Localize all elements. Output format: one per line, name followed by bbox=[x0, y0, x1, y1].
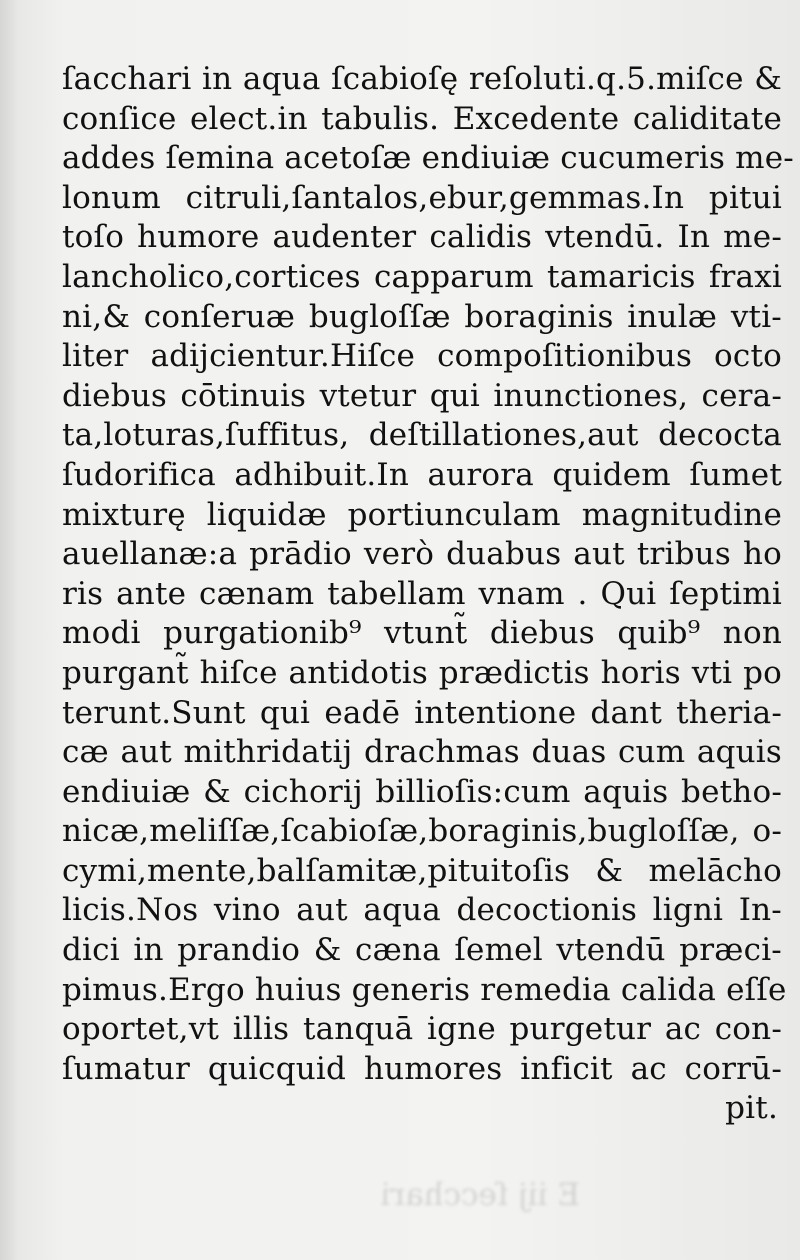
text-line-21: cymi,mente,balſamitæ,pituitoſis & melācho bbox=[62, 852, 782, 889]
text-block bbox=[62, 60, 794, 1129]
text-line-17: terunt.Sunt qui eadē intentione dant theria- bbox=[62, 694, 782, 731]
text-line-12: mixturę liquidæ portiunculam magnitudine bbox=[62, 496, 782, 533]
text-line-15: modi purgationib⁹ vtunt̃ diebus quib⁹ non bbox=[62, 615, 782, 652]
show-through-text: E iij ſecchari bbox=[380, 1177, 580, 1213]
text-line-13: auellanæ:a prādio verò duabus aut tribus ho bbox=[62, 536, 782, 573]
binding-shadow bbox=[0, 0, 18, 1260]
text-line-2: conſice elect.in tabulis. Excedente caliditate bbox=[62, 100, 782, 137]
text-line-24: pimus.Ergo huius generis remedia calida eſſe bbox=[62, 971, 787, 1008]
text-line-1: ſacchari in aqua ſcabioſę reſoluti.q.5.miſce & bbox=[62, 61, 782, 97]
text-line-26: ſumatur quicquid humores inficit ac corrū- bbox=[62, 1050, 782, 1087]
text-line-4: lonum citruli,ſantalos,ebur,gemmas.In pitui bbox=[62, 179, 782, 216]
text-line-19: endiuiæ & cichorij billioſis:cum aquis betho- bbox=[62, 773, 782, 810]
text-line-3: addes ſemina acetoſæ endiuiæ cucumeris me- bbox=[62, 140, 794, 177]
text-line-11: ſudorifica adhibuit.In aurora quidem ſumet bbox=[62, 456, 782, 493]
text-line-6: lancholico,cortices capparum tamaricis fraxi bbox=[62, 258, 782, 295]
text-line-20: nicæ,meliſſæ,ſcabioſæ,boraginis,bugloſſæ, o- bbox=[62, 813, 782, 850]
text-line-22: licis.Nos vino aut aqua decoctionis ligni In- bbox=[62, 892, 782, 929]
text-line-8: liter adijcientur.Hiſce compoſitionibus octo bbox=[62, 338, 782, 375]
text-line-9: diebus cōtinuis vtetur qui inunctiones, cera- bbox=[62, 377, 782, 414]
text-line-7: ni,& conſeruæ bugloſſæ boraginis inulæ vti- bbox=[62, 298, 782, 335]
text-line-18: cæ aut mithridatij drachmas duas cum aquis bbox=[62, 734, 782, 771]
text-line-5: toſo humore audenter calidis vtendū. In me- bbox=[62, 219, 782, 256]
text-line-10: ta,loturas,ſuffitus, deſtillationes,aut decocta bbox=[62, 417, 782, 454]
text-line-23: dici in prandio & cæna ſemel vtendū præci- bbox=[62, 932, 782, 969]
text-line-27: pit. bbox=[725, 1090, 778, 1127]
text-line-14: ris ante cænam tabellam vnam . Qui ſeptimi bbox=[62, 575, 782, 612]
text-line-16: purgant̃ hiſce antidotis prædictis horis vti po bbox=[62, 654, 782, 691]
text-line-25: oportet,vt illis tanquā igne purgetur ac con- bbox=[62, 1011, 782, 1048]
